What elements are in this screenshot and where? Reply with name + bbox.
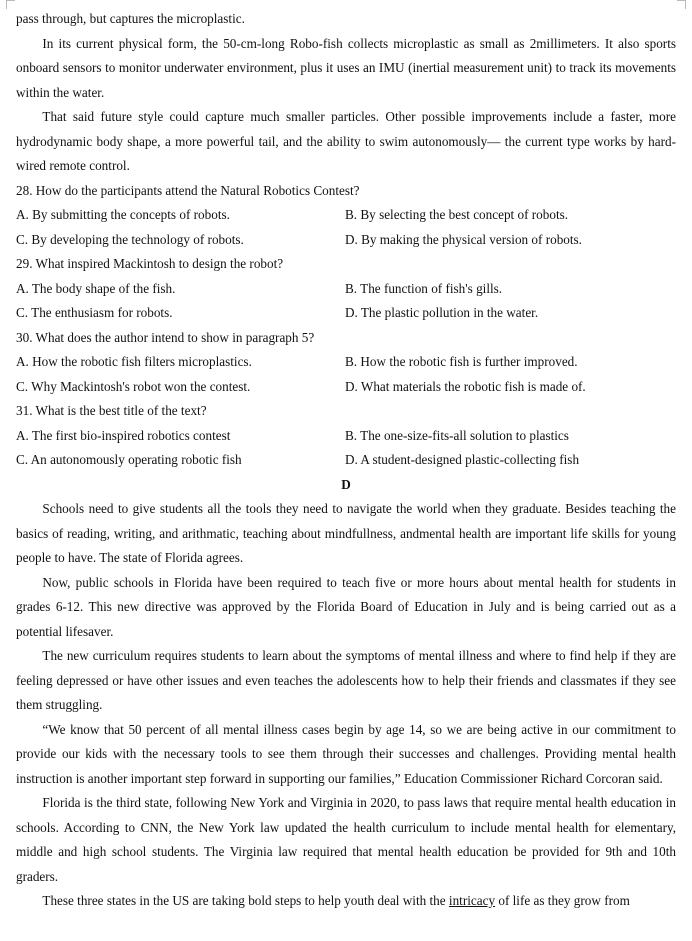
option-c: C. Why Mackintosh's robot won the contest. [16, 378, 251, 394]
option-d: D. The plastic pollution in the water. [345, 305, 539, 320]
section-heading-d: D [341, 476, 351, 492]
passage-c-paragraph-4: In its current physical form, the 50-cm-long Robo-fish collects microplastic as small as 2millimeters. It also sports onboard sensors to monitor underwater environment, plus it uses an IMU (inertial measurement unit) to track its movements within the water. [16, 35, 676, 100]
option-a: A. The first bio-inspired robotics contest [16, 427, 231, 443]
passage-c-paragraph-5: That said future style could capture much smaller particles. Other possible improvements include a faster, more hydrodynamic body shape, a more powerful tail, and the ability to swim autonomously— the current type works by hard-wired remote control. [16, 109, 676, 173]
option-a: A. The body shape of the fish. [16, 280, 176, 296]
question-30 [16, 326, 676, 400]
passage-d-paragraph-6 [16, 889, 676, 914]
option-c: C. The enthusiasm for robots. [16, 305, 173, 320]
option-b: B. The one-size-fits-all solution to plastics [345, 427, 569, 443]
question-29 [16, 252, 676, 326]
passage-d-paragraph-5: Florida is the third state, following New York and Virginia in 2020, to pass laws that require mental health education in schools. According to CNN, the New York law updated the health curriculum to include mental health for elementary, middle and high school students. The Virginia law required that mental health education be provided for 9th and 10th graders. [16, 795, 676, 884]
passage-d-paragraph-1: Schools need to give students all the tools they need to navigate the world when they graduate. Besides teaching the basics of reading, writing, and arithmatic, teaching about mindfullness, andmental health are important life skills for young people to have. The state of Florida agrees. [16, 501, 676, 565]
passage-c-continuation: pass through, but captures the microplastic. [16, 11, 245, 26]
question-stem: 29. What inspired Mackintosh to design the robot? [16, 256, 284, 271]
document-page [16, 7, 676, 914]
page-corner-mark-left [6, 0, 15, 9]
question-stem: 31. What is the best title of the text? [16, 403, 207, 418]
option-b: B. By selecting the best concept of robots. [345, 207, 569, 222]
option-b: B. How the robotic fish is further improved. [345, 354, 578, 369]
paragraph-text: of life as they grow from [495, 893, 630, 908]
passage-d-paragraph-2: Now, public schools in Florida have been required to teach five or more hours about mental health for students in grades 6-12. This new directive was approved by the Florida Board of Education in July and is being carried out as a potential lifesaver. [16, 574, 676, 639]
option-a: A. By submitting the concepts of robots. [16, 207, 230, 222]
passage-d-paragraph-4: “We know that 50 percent of all mental illness cases begin by age 14, so we are being active in our commitment to provide our kids with the necessary tools to see them through their successes and challenges. Providing mental health instruction is another important step forward in supporting our families,” Education Commissioner Richard Corcoran said. [16, 721, 676, 786]
option-d: D. A student-designed plastic-collecting fish [345, 452, 580, 467]
option-b: B. The function of fish's gills. [345, 280, 503, 296]
paragraph-text: These three states in the US are taking bold steps to help youth deal with the [42, 893, 449, 908]
question-stem: 30. What does the author intend to show in paragraph 5? [16, 329, 315, 345]
option-c: C. By developing the technology of robots. [16, 231, 244, 247]
question-stem: 28. How do the participants attend the Natural Robotics Contest? [16, 182, 360, 198]
question-31 [16, 399, 676, 473]
page-corner-mark-right [677, 0, 686, 9]
option-c: C. An autonomously operating robotic fish [16, 452, 242, 467]
option-d: D. By making the physical version of robots. [345, 231, 582, 247]
option-a: A. How the robotic fish filters microplastics. [16, 354, 252, 369]
option-d: D. What materials the robotic fish is made of. [345, 378, 586, 394]
underlined-word: intricacy [448, 893, 496, 908]
question-28 [16, 179, 676, 253]
passage-d-paragraph-3: The new curriculum requires students to learn about the symptoms of mental illness and where to find help if they are feeling depressed or have other issues and even teaches the adolescents how to help their friends and classmates if they see them struggling. [16, 648, 676, 712]
